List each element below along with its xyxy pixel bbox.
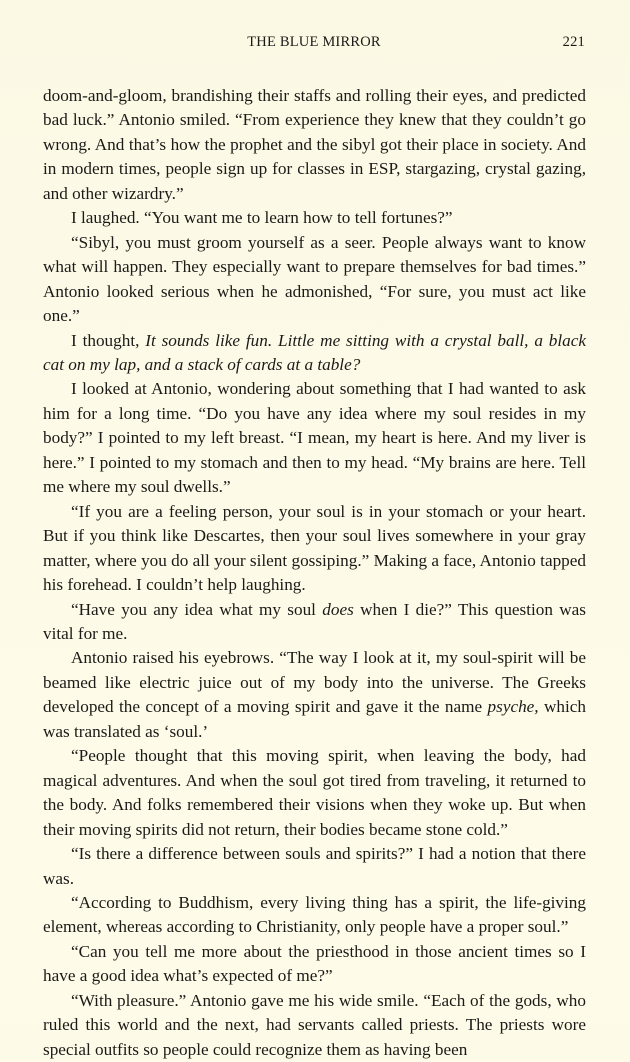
running-head (43, 32, 585, 52)
text-run: “With pleasure.” Antonio gave me his wide smile. “Each of the gods, who ruled this world and the next, had servants called priests. The priests wore special outfits so people could recognize them as having been (43, 990, 586, 1059)
paragraph (43, 744, 586, 842)
text-run: which was translated as ‘soul.’ (43, 697, 586, 741)
paragraph (43, 231, 586, 329)
paragraph (43, 842, 586, 891)
text-run: “Is there a difference between souls and spirits?” I had a notion that there was. (43, 844, 586, 888)
paragraph (43, 989, 586, 1062)
text-run: when I die?” This question was vital for me. (43, 599, 586, 643)
text-run: I laughed. “You want me to learn how to tell fortunes?” (71, 208, 453, 228)
paragraph (43, 891, 586, 940)
italic-thought: It sounds like fun. Little me sitting with a crystal ball, a black cat on my lap, and a stack of cards at a table? (43, 330, 586, 374)
text-run: I looked at Antonio, wondering about something that I had wanted to ask him for a long time. “Do you have any idea where my soul resides in my body?” I pointed to my left breast. “I mean, my heart is here. And my liver is here.” I pointed to my stomach and then to my head. “My brains are here. Tell me where my soul dwells.” (43, 379, 586, 497)
paragraph (43, 329, 586, 378)
running-head-title: THE BLUE MIRROR (247, 34, 381, 50)
text-run: “People thought that this moving spirit, when leaving the body, had magical adventures. And when the soul got tired from traveling, it returned to the body. And folks remembered their visions when they woke up. But when their moving spirits did not return, their bodies became stone cold.” (43, 746, 586, 839)
paragraph (43, 598, 586, 647)
paragraph (43, 84, 586, 206)
italic-emphasis: does (322, 599, 354, 619)
text-run: “Can you tell me more about the priesthood in those ancient times so I have a good idea what’s expected of me?” (43, 941, 586, 986)
text-run: doom-and-gloom, brandishing their staffs and rolling their eyes, and predicted bad luck.” Antonio smiled. “From experience they knew that they couldn’t go wrong. And that’s how the prophet and the sibyl got their place in society. And in modern times, people sign up for classes in ESP, stargazing, crystal gazing, and other wizardry.” (43, 86, 586, 203)
paragraph (43, 377, 586, 499)
text-run: Antonio raised his eyebrows. “The way I look at it, my soul-spirit will be beamed like electric juice out of my body into the universe. The Greeks developed the concept of a moving spirit and gave it the name (43, 648, 586, 717)
paragraph (43, 500, 586, 598)
body-text (43, 84, 586, 1062)
text-run: “If you are a feeling person, your soul is in your stomach or your heart. But if you think like Descartes, then your soul lives somewhere in your gray matter, where you do all your silent gossiping.” Making a face, Antonio tapped his forehead. I couldn’t help laughing. (43, 501, 586, 595)
page-number: 221 (562, 34, 585, 50)
italic-term: psyche, (487, 697, 539, 717)
text-run: I thought, (71, 330, 146, 350)
text-run: “Sibyl, you must groom yourself as a seer. People always want to know what will happen. They especially want to prepare themselves for bad times.” Antonio looked serious when he admonished, “For sure, you must act like one.” (43, 232, 586, 326)
paragraph (43, 206, 586, 230)
paragraph (43, 940, 586, 989)
text-run: “Have you any idea what my soul (71, 599, 323, 619)
text-run: “According to Buddhism, every living thing has a spirit, the life-giving element, whereas according to Christianity, only people have a proper soul.” (43, 892, 586, 937)
paragraph (43, 646, 586, 744)
